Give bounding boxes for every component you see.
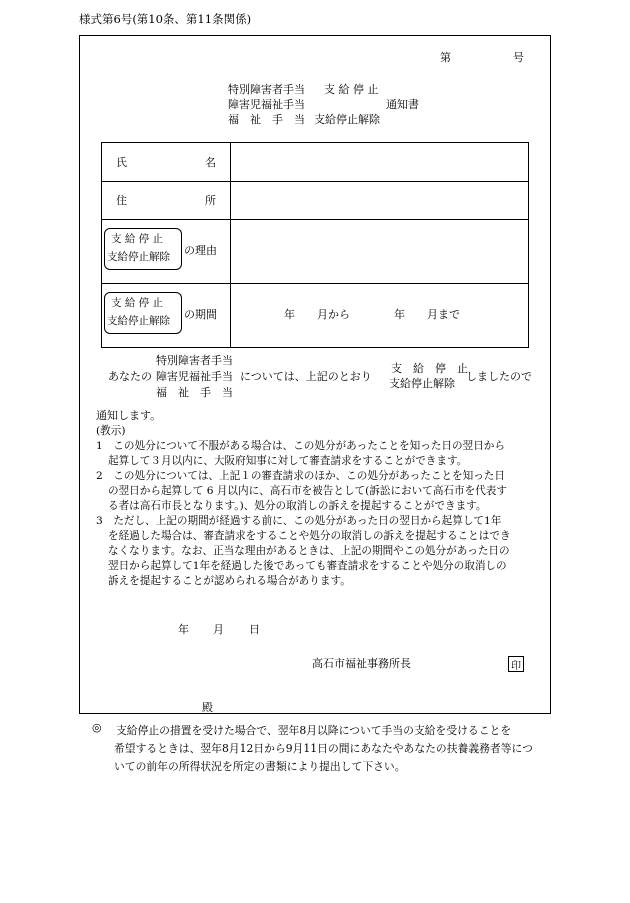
statement-prefix: あなたの	[108, 370, 152, 383]
title-line3-b: 支給停止解除	[314, 113, 380, 126]
address-label: 住 所	[116, 194, 216, 207]
statement-action1: 支 給 停 止	[391, 362, 468, 375]
reason-line1: 支 給 停 止	[111, 233, 164, 245]
note-line: 希望するときは、翌年8月12日から9月11日の間にあなたやあなたの扶養義務者等につ	[114, 742, 533, 755]
table-row-divider	[102, 181, 528, 182]
title-line1-a: 特別障害者手当	[228, 83, 305, 96]
reason-suffix: の理由	[184, 244, 217, 257]
table-row-divider	[102, 283, 528, 284]
statement-allowance2: 障害児福祉手当	[156, 370, 233, 383]
statement-middle: については、上記のとおり	[240, 370, 372, 383]
period-value[interactable]: 年 月から 年 月まで	[284, 308, 460, 321]
instruction-line: 1 この処分について不服がある場合は、この処分があったことを知った日の翌日から	[96, 440, 505, 452]
name-value-cell[interactable]	[232, 145, 526, 179]
instruction-line: 訴えを提起することが認められる場合があります。	[108, 575, 351, 587]
instruction-line: 翌日から起算して1年を経過した後であっても審査請求をすることや処分の取消しの	[108, 560, 507, 572]
date-month: 月	[213, 623, 224, 636]
address-value-cell[interactable]	[232, 183, 526, 217]
instruction-line: 2 この処分については、上記１の審査請求のほか、この処分があったことを知った日	[96, 470, 505, 482]
instruction-line: を経過した場合は、審査請求をすることや処分の取消しの訴えを提起することはでき	[108, 530, 511, 542]
instruction-line: なくなります。なお、正当な理由があるときは、上記の期間やこの処分があった日の	[108, 545, 510, 557]
date-year: 年	[178, 623, 189, 636]
instruction-heading: (教示)	[96, 425, 126, 437]
form-number: 様式第6号(第10条、第11条関係)	[79, 12, 252, 26]
instruction-line: の翌日から起算して 6 月以内に、高石市を被告として(訴訟において高石市を代表す	[108, 485, 507, 497]
instruction-block	[96, 424, 546, 589]
note-line: いての前年の所得状況を所定の書類により提出して下さい。	[114, 760, 406, 773]
reason-value-cell[interactable]	[232, 222, 526, 280]
statement-allowance3: 福 祉 手 当	[156, 386, 233, 399]
period-line2: 支給停止解除	[107, 315, 170, 327]
instruction-line: 起算して３月以内に、大阪府知事に対して審査請求をすることができます。	[108, 455, 468, 467]
period-suffix: の期間	[184, 308, 217, 321]
instruction-line: る者は高石市長となります。)、処分の取消しの訴えを提起することができます。	[108, 500, 487, 512]
period-line1: 支 給 停 止	[111, 297, 164, 309]
number-go: 号	[513, 51, 524, 64]
statement-allowance1: 特別障害者手当	[156, 354, 233, 367]
title-line2-b: 通知書	[386, 98, 419, 111]
table-column-divider	[230, 143, 231, 347]
title-line2-a: 障害児福祉手当	[228, 98, 305, 111]
note-block	[116, 722, 556, 776]
note-mark: ◎	[92, 721, 102, 734]
table-row-divider	[102, 219, 528, 220]
issuer-name: 高石市福祉事務所長	[312, 657, 411, 670]
number-dai: 第	[440, 51, 451, 64]
addressee: 殿	[202, 701, 213, 714]
date-day: 日	[249, 623, 260, 636]
statement-action2: 支給停止解除	[389, 377, 455, 390]
title-line3-a: 福 祉 手 当	[228, 113, 305, 126]
title-line1-b: 支 給 停 止	[324, 83, 379, 96]
reason-line2: 支給停止解除	[107, 251, 170, 263]
statement-continuation: 通知します。	[96, 409, 162, 422]
instruction-line: 3 ただし、上記の期間が経過する前に、この処分があった日の翌日から起算して1年	[96, 515, 502, 527]
seal-stamp: 印	[508, 656, 524, 672]
statement-suffix: しましたので	[466, 370, 532, 383]
note-line: 支給停止の措置を受けた場合で、翌年8月以降について手当の支給を受けることを	[116, 724, 512, 737]
name-label: 氏 名	[116, 156, 216, 169]
